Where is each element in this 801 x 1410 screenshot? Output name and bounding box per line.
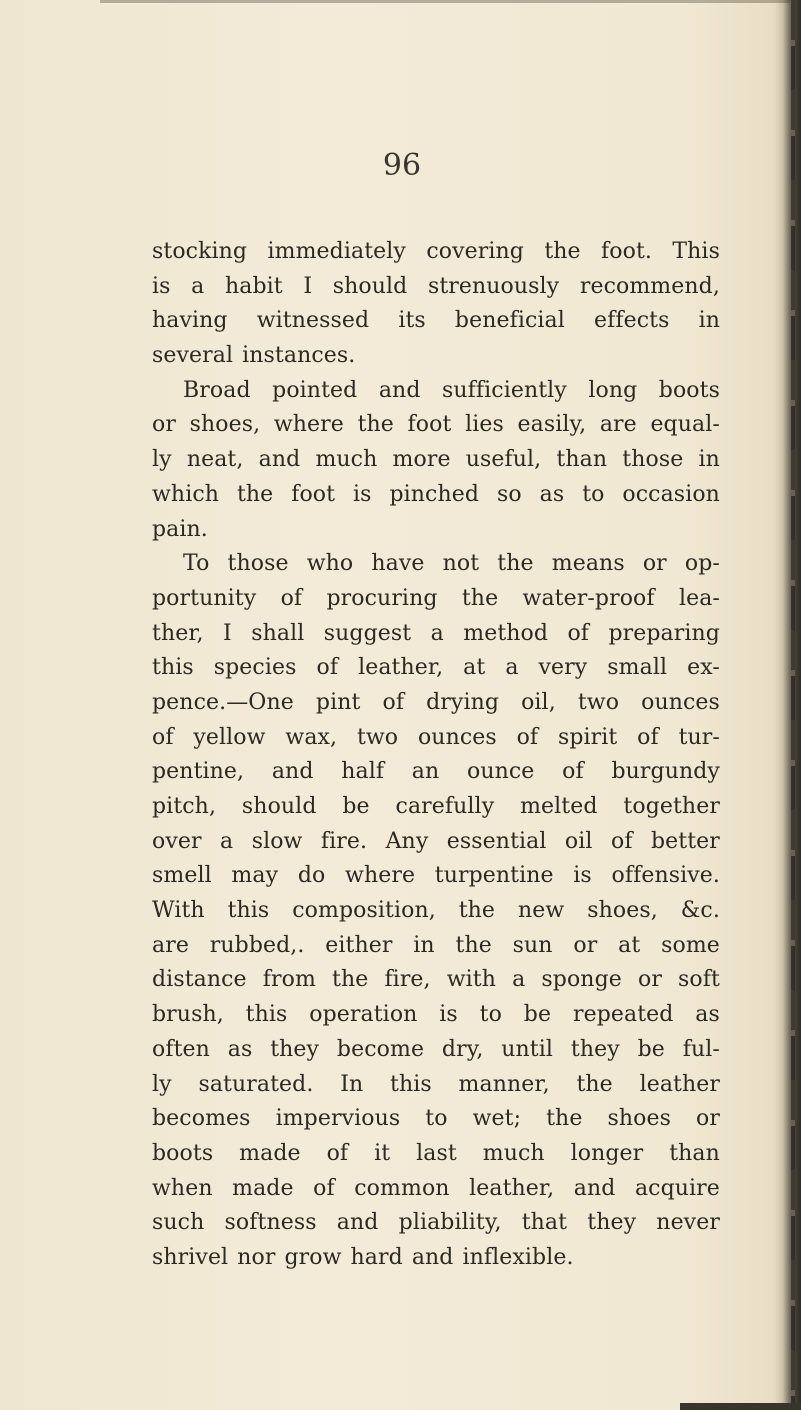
word: occasion [622,481,720,507]
word: a [220,828,234,854]
word: stocking [152,239,248,264]
text-line [152,478,720,513]
text-line [152,408,720,443]
word: pentine, [152,759,245,785]
word: easily, [517,412,587,438]
word: more [392,447,451,473]
word: of [152,724,174,750]
word: pliability, [398,1210,502,1236]
word: With [152,898,205,924]
word: melted [520,794,598,819]
word: made [239,1140,301,1166]
word: lies [465,412,504,438]
word: two [356,724,399,750]
word: brush, [152,1002,224,1028]
word: as [695,1002,720,1028]
word: to [582,481,605,507]
word: of [313,1175,335,1201]
word: ounce [467,759,535,785]
word: impervious [275,1106,401,1132]
word: saturated. [198,1071,314,1097]
word: means [551,551,625,577]
word: is [439,1002,458,1028]
word: ly [152,1071,172,1097]
word: it [374,1140,391,1166]
word: of [637,724,659,750]
word: are [599,412,637,438]
word: dry, [441,1036,484,1062]
word: useful, [465,447,542,473]
word: burgundy [611,759,720,785]
word: of [516,724,539,750]
word: softness [224,1210,317,1236]
word: essential [446,828,547,854]
word: leather, [358,655,444,681]
word: shrivel [152,1244,229,1270]
word: an [411,759,440,785]
word: boots [152,1140,214,1166]
word: species [213,655,297,681]
word: ly [152,447,172,473]
word: should [332,273,408,299]
word: leather [639,1071,720,1097]
word: Any [385,828,429,854]
word: at [463,655,486,681]
word: long [588,377,638,403]
word: or [637,967,662,993]
word: is [573,863,592,889]
word: or [642,551,667,577]
word: very [538,655,588,681]
word: may [231,863,279,889]
word: with [446,967,497,993]
text-line [152,1137,720,1172]
word: this [245,1002,288,1028]
word: shoes [607,1106,671,1132]
word: its [398,308,426,334]
word: better [650,828,720,854]
word: carefully [395,794,495,819]
text-line [152,235,720,270]
word: tur- [678,724,720,750]
word: a [430,620,444,646]
word: boots [658,377,720,403]
word: small [607,655,668,681]
word: pitch, [152,794,217,819]
word: Broad [183,377,251,403]
word: composition, [292,898,436,924]
word: nor [237,1244,276,1270]
word: of [382,689,405,715]
word: repeated [572,1002,674,1028]
word: the [544,239,581,264]
word: the [455,932,492,958]
word: some [661,932,720,958]
word: do [297,863,326,889]
word: the [458,898,496,924]
word: they [570,1036,620,1062]
word: habit [224,273,283,299]
word: instances. [242,343,356,369]
text-line [152,1172,720,1207]
word: be [523,1002,552,1028]
word: witnessed [256,308,370,334]
book-binding-shadow [775,0,801,1410]
word: new [517,898,565,924]
word: and [336,1210,379,1236]
word: to [479,1002,502,1028]
word: this [390,1071,432,1097]
text-line [152,304,720,339]
word: half [341,759,385,785]
word: the [236,481,274,507]
word: leather, [469,1175,555,1201]
word: soft [678,967,720,993]
body-text [152,235,720,1276]
word: to [425,1106,448,1132]
word: foot [407,412,452,438]
text-line [152,513,720,548]
word: covering [426,239,524,264]
word: neat, [186,447,244,473]
word: that [521,1210,568,1236]
word: shall [251,620,305,646]
word: is [152,273,171,299]
text-line [152,651,720,686]
word: I [303,273,313,299]
text-line [152,894,720,929]
word: than [556,447,608,473]
word: This [672,239,720,264]
word: wax, [285,724,338,750]
word: shoes, [189,412,261,438]
word: strenuously [427,273,560,299]
word: pointed [272,377,358,403]
text-line [152,374,720,409]
text-line [152,547,720,582]
word: inflexible. [462,1244,574,1270]
word: procuring [326,585,438,611]
word: lea- [678,585,720,611]
word: suggest [323,620,412,646]
word: in [413,932,435,958]
word: smell [152,863,212,889]
text-line [152,443,720,478]
text-line [152,1241,720,1276]
word: those [227,551,289,577]
text-line [152,1206,720,1241]
word: sponge [541,967,622,993]
word: fire, [384,967,431,993]
word: the [546,1106,583,1132]
word: &c. [680,898,720,924]
word: from [262,967,316,993]
word: of [610,828,633,854]
page-number: 96 [382,148,422,183]
text-line [152,270,720,305]
word: as [539,481,565,507]
word: of [567,620,590,646]
text-line [152,755,720,790]
word: those [622,447,684,473]
word: ex- [687,655,720,681]
word: hard [350,1244,403,1270]
word: To [183,551,210,577]
word: immediately [267,239,406,264]
word: pinched [389,481,480,507]
word: ounces [641,689,720,715]
word: sufficiently [442,377,567,403]
word: such [152,1210,205,1236]
word: which [152,481,220,507]
word: be [342,794,370,819]
word: as [227,1036,253,1062]
word: shoes, [587,898,658,924]
word: longer [570,1140,644,1166]
text-line [152,1033,720,1068]
word: op- [684,551,720,577]
word: pain. [152,516,208,542]
word: at [618,932,641,958]
word: the [357,412,394,438]
word: where [273,412,344,438]
word: the [332,967,369,993]
word: are [152,932,189,958]
text-line [152,929,720,964]
word: offensive. [611,863,720,889]
text-line [152,721,720,756]
word: not [442,551,480,577]
word: turpentine [434,863,554,889]
word: fire. [320,828,368,854]
word: preparing [608,620,720,646]
word: effects [593,308,670,334]
word: foot. [601,239,653,264]
text-line [152,617,720,652]
text-line [152,859,720,894]
word: wet; [472,1106,522,1132]
word: common [354,1175,450,1201]
word: several [152,343,234,369]
word: pint [315,689,361,715]
word: in [698,447,720,473]
word: water-proof [522,585,655,611]
top-edge-rule [100,0,790,3]
word: the [576,1071,613,1097]
word: than [669,1140,720,1166]
word: and [258,447,301,473]
word: much [315,447,378,473]
word: distance [152,967,247,993]
word: having [152,308,228,334]
word: often [152,1036,210,1062]
word: of [326,1140,349,1166]
word: foot [291,481,336,507]
word: spirit [557,724,618,750]
text-line [152,963,720,998]
word: the [497,551,534,577]
word: so [496,481,522,507]
word: operation [309,1002,418,1028]
word: together [623,794,720,819]
word: yellow [193,724,266,750]
word: become [336,1036,425,1062]
word: and [411,1244,454,1270]
word: until [501,1036,554,1062]
word: a [191,273,205,299]
word: never [656,1210,720,1236]
word: two [577,689,620,715]
word: oil, [521,689,556,715]
word: in [698,308,720,334]
word: the [461,585,499,611]
word: ther, [152,620,204,646]
word: where [345,863,416,889]
word: and [573,1175,616,1201]
word: method [463,620,549,646]
word: last [416,1140,457,1166]
word: or [152,412,176,438]
word: drying [426,689,500,715]
word: they [270,1036,320,1062]
word: oil [564,828,593,854]
word: of [316,655,339,681]
word: and [378,377,421,403]
word: becomes [152,1106,251,1132]
text-line [152,686,720,721]
word: when [152,1175,213,1201]
word: acquire [634,1175,720,1201]
word: made [232,1175,294,1201]
bottom-edge-rule [680,1403,801,1410]
word: rubbed,. [209,932,305,958]
word: equal- [650,412,720,438]
word: much [482,1140,545,1166]
text-line [152,339,720,374]
word: should [241,794,317,819]
word: of [562,759,584,785]
word: have [371,551,425,577]
word: beneficial [454,308,565,334]
word: is [353,481,372,507]
word: or [696,1106,720,1132]
text-line [152,1068,720,1103]
word: over [152,828,202,854]
word: a [512,967,526,993]
word: or [573,932,598,958]
word: portunity [152,585,257,611]
word: be [637,1036,665,1062]
text-line [152,582,720,617]
word: this [152,655,194,681]
text-line [152,1102,720,1137]
word: manner, [458,1071,550,1097]
word: who [306,551,354,577]
text-line [152,825,720,860]
word: sun [512,932,553,958]
word: recommend, [579,273,720,299]
word: and [271,759,314,785]
word: ounces [417,724,497,750]
word: In [340,1071,364,1097]
text-line [152,998,720,1033]
text-line [152,790,720,825]
word: they [587,1210,637,1236]
word: grow [284,1244,342,1270]
word: of [280,585,303,611]
word: ful- [682,1036,720,1062]
word: slow [251,828,303,854]
word: this [227,898,270,924]
word: pence.—One [152,689,294,715]
word: a [505,655,519,681]
word: either [325,932,393,958]
word: I [223,620,232,646]
book-binding-edge [791,0,795,1410]
